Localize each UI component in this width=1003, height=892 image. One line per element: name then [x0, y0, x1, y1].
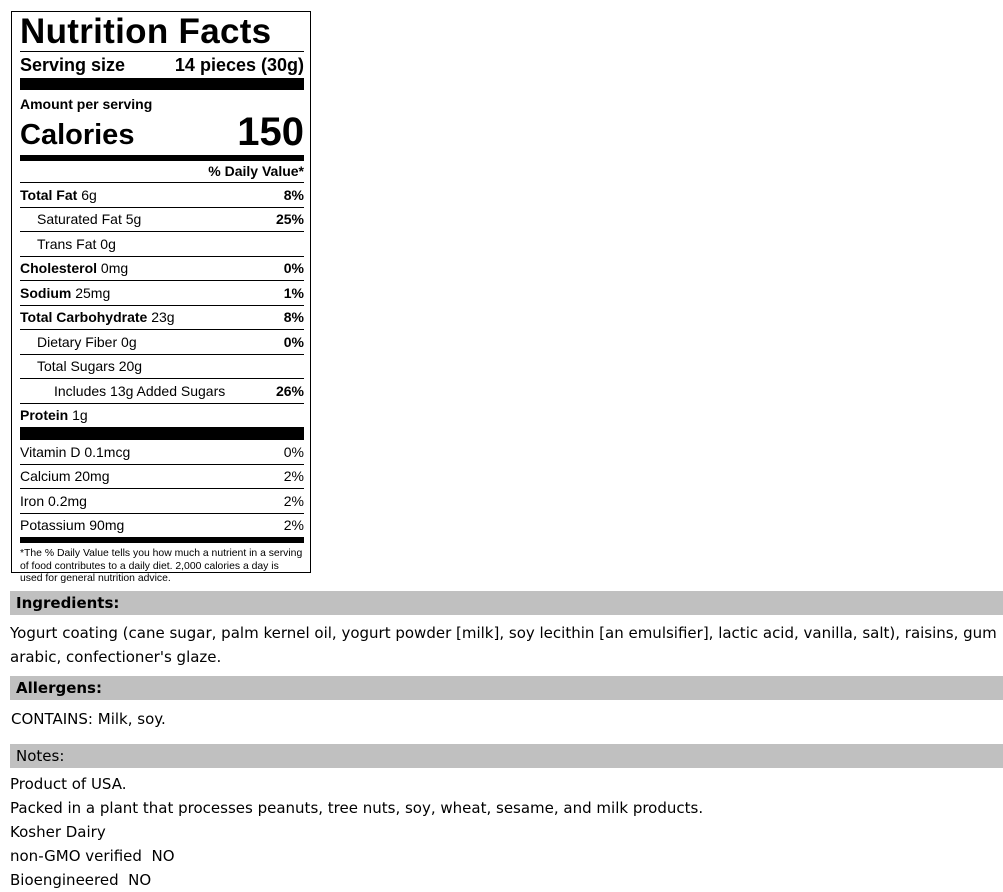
- vitamin-dv: 2%: [283, 517, 304, 534]
- daily-value-footnote: *The % Daily Value tells you how much a nutrient in a serving of food contributes to a daily diet. 2,000 calories a day is used for general nutrition advice.: [20, 548, 303, 584]
- nutrient-row-total-fat: [20, 182, 304, 207]
- notes-line: Packed in a plant that processes peanuts, tree nuts, soy, wheat, sesame, and milk products.: [10, 799, 704, 817]
- notes-line: Kosher Dairy: [10, 823, 106, 841]
- calories-row: [20, 112, 304, 152]
- ingredients-heading-text: Ingredients:: [16, 594, 120, 612]
- vitamin-name: Calcium 20mg: [20, 468, 110, 485]
- nutrient-amount: 6g: [81, 186, 97, 203]
- thick-divider: [20, 427, 304, 440]
- nutrient-dv: 0%: [283, 333, 304, 350]
- nutrient-amount: 0mg: [100, 260, 129, 277]
- notes-heading-text: Notes:: [16, 747, 65, 765]
- vitamin-row: [20, 440, 304, 464]
- notes-line: non-GMO verified NO: [10, 847, 175, 865]
- nutrient-amount: 5g: [125, 211, 142, 228]
- vitamin-dv: 2%: [283, 492, 304, 509]
- daily-value-header: % Daily Value*: [208, 163, 304, 179]
- nutrient-name: Total Fat: [20, 186, 78, 203]
- nutrient-amount: 25mg: [75, 284, 111, 301]
- nutrient-dv: 1%: [283, 284, 304, 301]
- vitamin-dv: 0%: [283, 443, 304, 460]
- nutrient-amount: 1g: [72, 407, 88, 424]
- nutrient-row-added-sugars: [20, 378, 304, 403]
- serving-size-value: 14 pieces (30g): [174, 54, 304, 75]
- notes-line: Product of USA.: [10, 775, 127, 793]
- notes-line: Bioengineered NO: [10, 871, 152, 889]
- nutrient-name: Sodium: [20, 284, 72, 301]
- vitamin-name: Potassium 90mg: [20, 517, 125, 534]
- vitamin-name: Vitamin D 0.1mcg: [20, 443, 131, 460]
- nutrition-facts-label: [11, 11, 311, 584]
- nutrient-row-cholesterol: [20, 256, 304, 281]
- calories-label: Calories: [20, 119, 135, 151]
- amount-per-serving: Amount per serving: [20, 96, 153, 112]
- nutrient-row-saturated-fat: [20, 207, 304, 232]
- vitamin-row: [20, 464, 304, 489]
- nutrient-row-sodium: [20, 280, 304, 305]
- allergens-heading: [10, 676, 1003, 700]
- allergens-heading-text: Allergens:: [16, 679, 102, 697]
- ingredients-heading: [10, 591, 1003, 615]
- nutrient-dv: 0%: [283, 260, 304, 277]
- nutrient-amount: 23g: [151, 309, 175, 326]
- vitamin-name: Iron 0.2mg: [20, 492, 87, 509]
- nutrient-dv: 26%: [275, 382, 304, 399]
- nutrient-name: Dietary Fiber: [37, 333, 118, 350]
- nutrient-row-total-sugars: [20, 354, 304, 379]
- nutrient-dv: 8%: [283, 186, 304, 203]
- nutrient-amount: 20g: [118, 358, 143, 375]
- nutrient-row-protein: [20, 403, 304, 428]
- nutrient-row-total-carbohydrate: [20, 305, 304, 330]
- nutrient-amount: 0g: [121, 333, 137, 350]
- notes-list: [10, 772, 1003, 892]
- nutrition-facts-title: Nutrition Facts: [20, 12, 272, 51]
- nutrient-amount: 0g: [100, 235, 116, 252]
- nutrient-name: Protein: [20, 407, 69, 424]
- nutrient-row-dietary-fiber: [20, 329, 304, 354]
- ingredients-text: Yogurt coating (cane sugar, palm kernel oil, yogurt powder [milk], soy lecithin [an emulsifier], lactic acid, vanilla, salt), raisins, gum arabic, confectioner's glaze.: [10, 624, 997, 666]
- serving-size-row: [20, 52, 304, 78]
- nutrient-name: Trans Fat: [37, 235, 97, 252]
- vitamin-row: [20, 513, 304, 538]
- nutrient-name: Total Carbohydrate: [20, 309, 148, 326]
- thick-divider: [20, 78, 304, 90]
- vitamin-row: [20, 488, 304, 513]
- nutrient-dv: 25%: [275, 211, 304, 228]
- nutrient-row-trans-fat: [20, 231, 304, 256]
- nutrient-name: Includes 13g Added Sugars: [54, 382, 226, 399]
- calories-value: 150: [237, 110, 304, 154]
- nutrient-name: Saturated Fat: [37, 211, 122, 228]
- allergens-text: CONTAINS: Milk, soy.: [11, 710, 166, 728]
- nutrient-dv: 8%: [283, 309, 304, 326]
- notes-heading: [10, 744, 1003, 768]
- nutrient-name: Total Sugars: [37, 358, 115, 375]
- vitamin-dv: 2%: [283, 468, 304, 485]
- serving-size-label: Serving size: [20, 54, 126, 75]
- nutrient-name: Cholesterol: [20, 260, 98, 277]
